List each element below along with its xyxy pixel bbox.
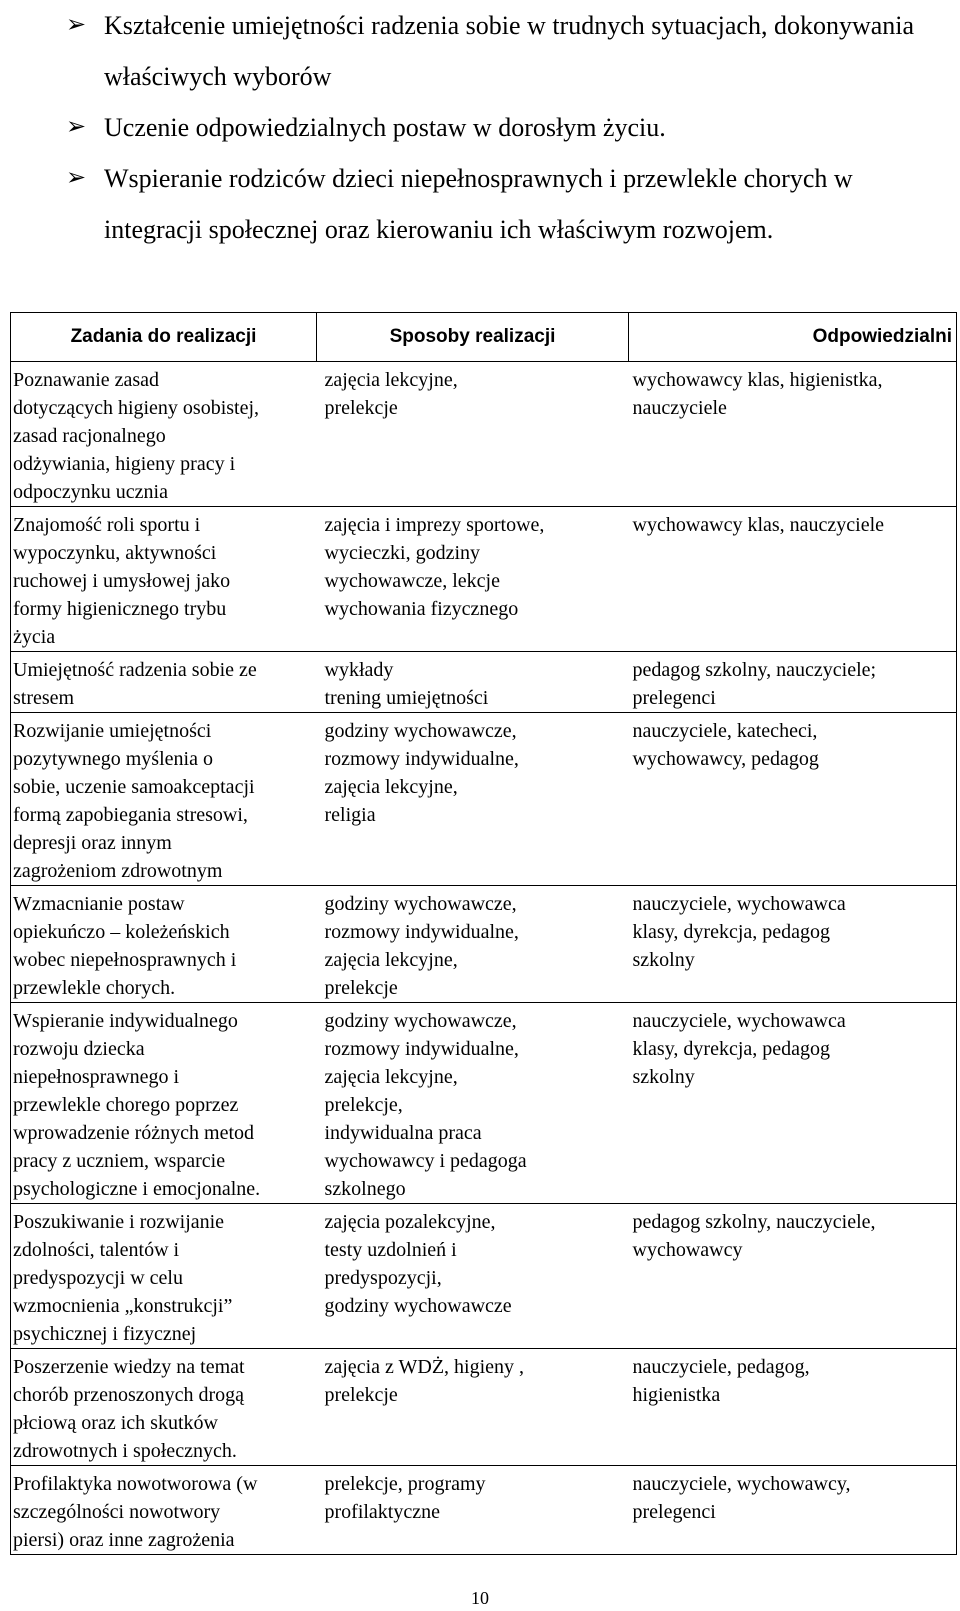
responsible-cell: wychowawcy klas, higienistka, nauczyciele [629,362,957,507]
responsible-cell: pedagog szkolny, nauczyciele, wychowawcy [629,1204,957,1349]
method-cell: godziny wychowawcze, rozmowy indywidualne, zajęcia lekcyjne, prelekcje, indywidualna praca wychowawcy i pedagoga szkolnego [317,1003,629,1204]
bullet-list [66,0,946,255]
bullet-text: Wspieranie rodziców dzieci niepełnosprawnych i przewlekle chorych w integracji społecznej oraz kierowaniu ich właściwym rozwojem. [104,164,853,244]
task-cell: Poszukiwanie i rozwijanie zdolności, talentów i predyspozycji w celu wzmocnienia „konstrukcji” psychicznej i fizycznej [11,1204,317,1349]
arrow-bullet-icon: ➢ [66,165,87,191]
task-cell: Wspieranie indywidualnego rozwoju dziecka niepełnosprawnego i przewlekle chorego poprzez wprowadzenie różnych metod pracy z uczniem, wsparcie psychologiczne i emocjonalne. [11,1003,317,1204]
responsible-cell: nauczyciele, wychowawcy, prelegenci [629,1466,957,1555]
task-cell: Poszerzenie wiedzy na temat chorób przenoszonych drogą płciową oraz ich skutków zdrowotnych i społecznych. [11,1349,317,1466]
table-row [11,886,957,1003]
responsible-cell: nauczyciele, katecheci, wychowawcy, pedagog [629,713,957,886]
responsible-cell: nauczyciele, wychowawca klasy, dyrekcja, pedagog szkolny [629,886,957,1003]
table-row [11,652,957,713]
tasks-table [10,312,957,1555]
task-cell: Umiejętność radzenia sobie ze stresem [11,652,317,713]
table-row [11,1466,957,1555]
task-cell: Rozwijanie umiejętności pozytywnego myślenia o sobie, uczenie samoakceptacji formą zapobiegania stresowi, depresji oraz innym zagrożeniom zdrowotnym [11,713,317,886]
table-row [11,507,957,652]
responsible-cell: nauczyciele, wychowawca klasy, dyrekcja, pedagog szkolny [629,1003,957,1204]
task-cell: Profilaktyka nowotworowa (w szczególności nowotwory piersi) oraz inne zagrożenia [11,1466,317,1555]
task-cell: Znajomość roli sportu i wypoczynku, aktywności ruchowej i umysłowej jako formy higienicznego trybu życia [11,507,317,652]
responsible-cell: wychowawcy klas, nauczyciele [629,507,957,652]
arrow-bullet-icon: ➢ [66,114,87,140]
bullet-text: Kształcenie umiejętności radzenia sobie w trudnych sytuacjach, dokonywania właściwych wyborów [104,11,915,91]
table-row [11,713,957,886]
arrow-bullet-icon: ➢ [66,12,87,38]
table-row [11,362,957,507]
table-row [11,1204,957,1349]
method-cell: wykłady trening umiejętności [317,652,629,713]
header-responsible: Odpowiedzialni [629,313,957,362]
table-row [11,1003,957,1204]
table-row [11,1349,957,1466]
page-number: 10 [471,1588,489,1608]
method-cell: zajęcia pozalekcyjne, testy uzdolnień i predyspozycji, godziny wychowawcze [317,1204,629,1349]
task-cell: Poznawanie zasad dotyczących higieny osobistej, zasad racjonalnego odżywiania, higieny pracy i odpoczynku ucznia [11,362,317,507]
task-cell: Wzmacnianie postaw opiekuńczo – koleżeńskich wobec niepełnosprawnych i przewlekle chorych. [11,886,317,1003]
responsible-cell: nauczyciele, pedagog, higienistka [629,1349,957,1466]
method-cell: zajęcia lekcyjne, prelekcje [317,362,629,507]
method-cell: zajęcia z WDŻ, higieny , prelekcje [317,1349,629,1466]
bullet-text: Uczenie odpowiedzialnych postaw w dorosłym życiu. [104,113,666,142]
method-cell: prelekcje, programy profilaktyczne [317,1466,629,1555]
header-methods: Sposoby realizacji [317,313,629,362]
bullet-item [66,0,946,102]
method-cell: godziny wychowawcze, rozmowy indywidualne, zajęcia lekcyjne, prelekcje [317,886,629,1003]
table-header-row [11,313,957,362]
responsible-cell: pedagog szkolny, nauczyciele; prelegenci [629,652,957,713]
header-tasks: Zadania do realizacji [11,313,317,362]
bullet-item [66,102,946,153]
method-cell: godziny wychowawcze, rozmowy indywidualne, zajęcia lekcyjne, religia [317,713,629,886]
bullet-item [66,153,946,255]
method-cell: zajęcia i imprezy sportowe, wycieczki, godziny wychowawcze, lekcje wychowania fizycznego [317,507,629,652]
